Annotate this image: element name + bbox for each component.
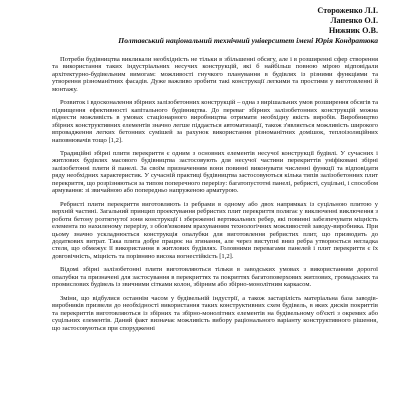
body-paragraph: Зміни, що відбулися останнім часом у будівельній індустрії, а також застарілість матеріальна база заводів-виробників призвели до необхідності використання таких конструктивних схем будівель, в яких дисків покриттів та перекриттів виготовляються із збірних та збірно-монолітних елементів на будівельному об'єкті з окремих або суцільних елементів. Даний факт визначає можливість вибору раціонального варіанту конструктивного рішення, що застосовуються при спорудженні	[52, 294, 378, 332]
body-paragraph: Ребристі плити перекриття виготовляють із ребрами в одному або двох напрямках із суцільною плитою у верхній частині. Загальний принцип проектування ребристих плит перекриття полягає у виключенні виключення з роботи бетону розтягнутої зони конструкції і збереженні вертикальних ребер, які повинні забезпечувати міцність елемента по нахиленому перерізу, з обов'язковим врахуванням технологічних можливостей заводу-виробника. При цьому значно ускладнюється конструкція опалубки для виготовлення ребристих плит, що призводить до додаткових витрат. Така плита добре працює на згинання, але через виступні вниз ребра утворюється негладка стеля, що обмежує її використання в житлових будівлях. Головними перевагами панелей і плит перекриття є їх довговічність, міцність та порівняно висока вогнестійкість [1,2].	[52, 200, 378, 260]
body-paragraph: Відомі збірні залізобетонні плити виготовляються тільки в заводських умовах з використанням дорогої опалубки та призначені для застосування в перекриттях та покриттях багатоповерхових житлових, громадських та промислових будівель із звичними сітками колон, збірним або збірно-монолітним каркасом.	[52, 266, 378, 289]
author-name: Лапенко О.І.	[330, 16, 378, 25]
author-name: Нижник О.В.	[328, 26, 378, 35]
body-paragraph: Розвиток і вдосконалення збірних залізобетонних конструкцій – одна з вирішальних умов розширення обсягів та підвищення ефективності капітального будівництва. До переваг збірних залізобетонних конструкцій можна віднести можливість в умовах стаціонарного виробництва отримати необхідну якість виробів. Виробництво збірних конструктивних елементів значно легше піддається автоматизації, також з'являється можливість широкого впровадження легких бетонних сумішей за рахунок використання різноманітних домішок, теплоізоляційних наповнювачів тощо [1,2].	[52, 99, 379, 144]
body-paragraph: Традиційні збірні плити перекриття є одним з основних елементів несучої конструкції будівлі. У сучасних і житлових будівлях масового будівництва застосовують для несучої частини перекриттів уніфіковані збірні залізобетонні плити й панелі. За своїм призначенням вони повинні виконувати численні функції та відповідати ряду необхідних характеристик. У сучасній практиці будівництва застосовуються кілька типів залізобетонних плит перекриття, що розрізняються за типом поперечного перерізу: багатопустотні панелі, ребристі, суцільні, і способом армування: зі звичайною або попередньо напруженою арматурою.	[52, 149, 378, 195]
affiliation: Полтавський національний технічний університет імені Юрія Кондратюка	[118, 36, 378, 45]
author-list	[52, 6, 378, 36]
body-paragraph: Потреби будівництва викликали необхідність не тільки в збільшенні обсягу, але і в розширенні сфер створення та використання таких індустріальних несучих конструкцій, які б найбільш повною мірою відповідали архітектурно-будівельним вимогам: можливості гнучкого планування в будівлях із різними функціями та утворення різноманітних фасадів. Дуже важливо зробити такі конструкції легкими та простими у виготовленні й монтажу.	[52, 56, 378, 93]
author-name: Стороженко Л.І.	[317, 6, 378, 15]
